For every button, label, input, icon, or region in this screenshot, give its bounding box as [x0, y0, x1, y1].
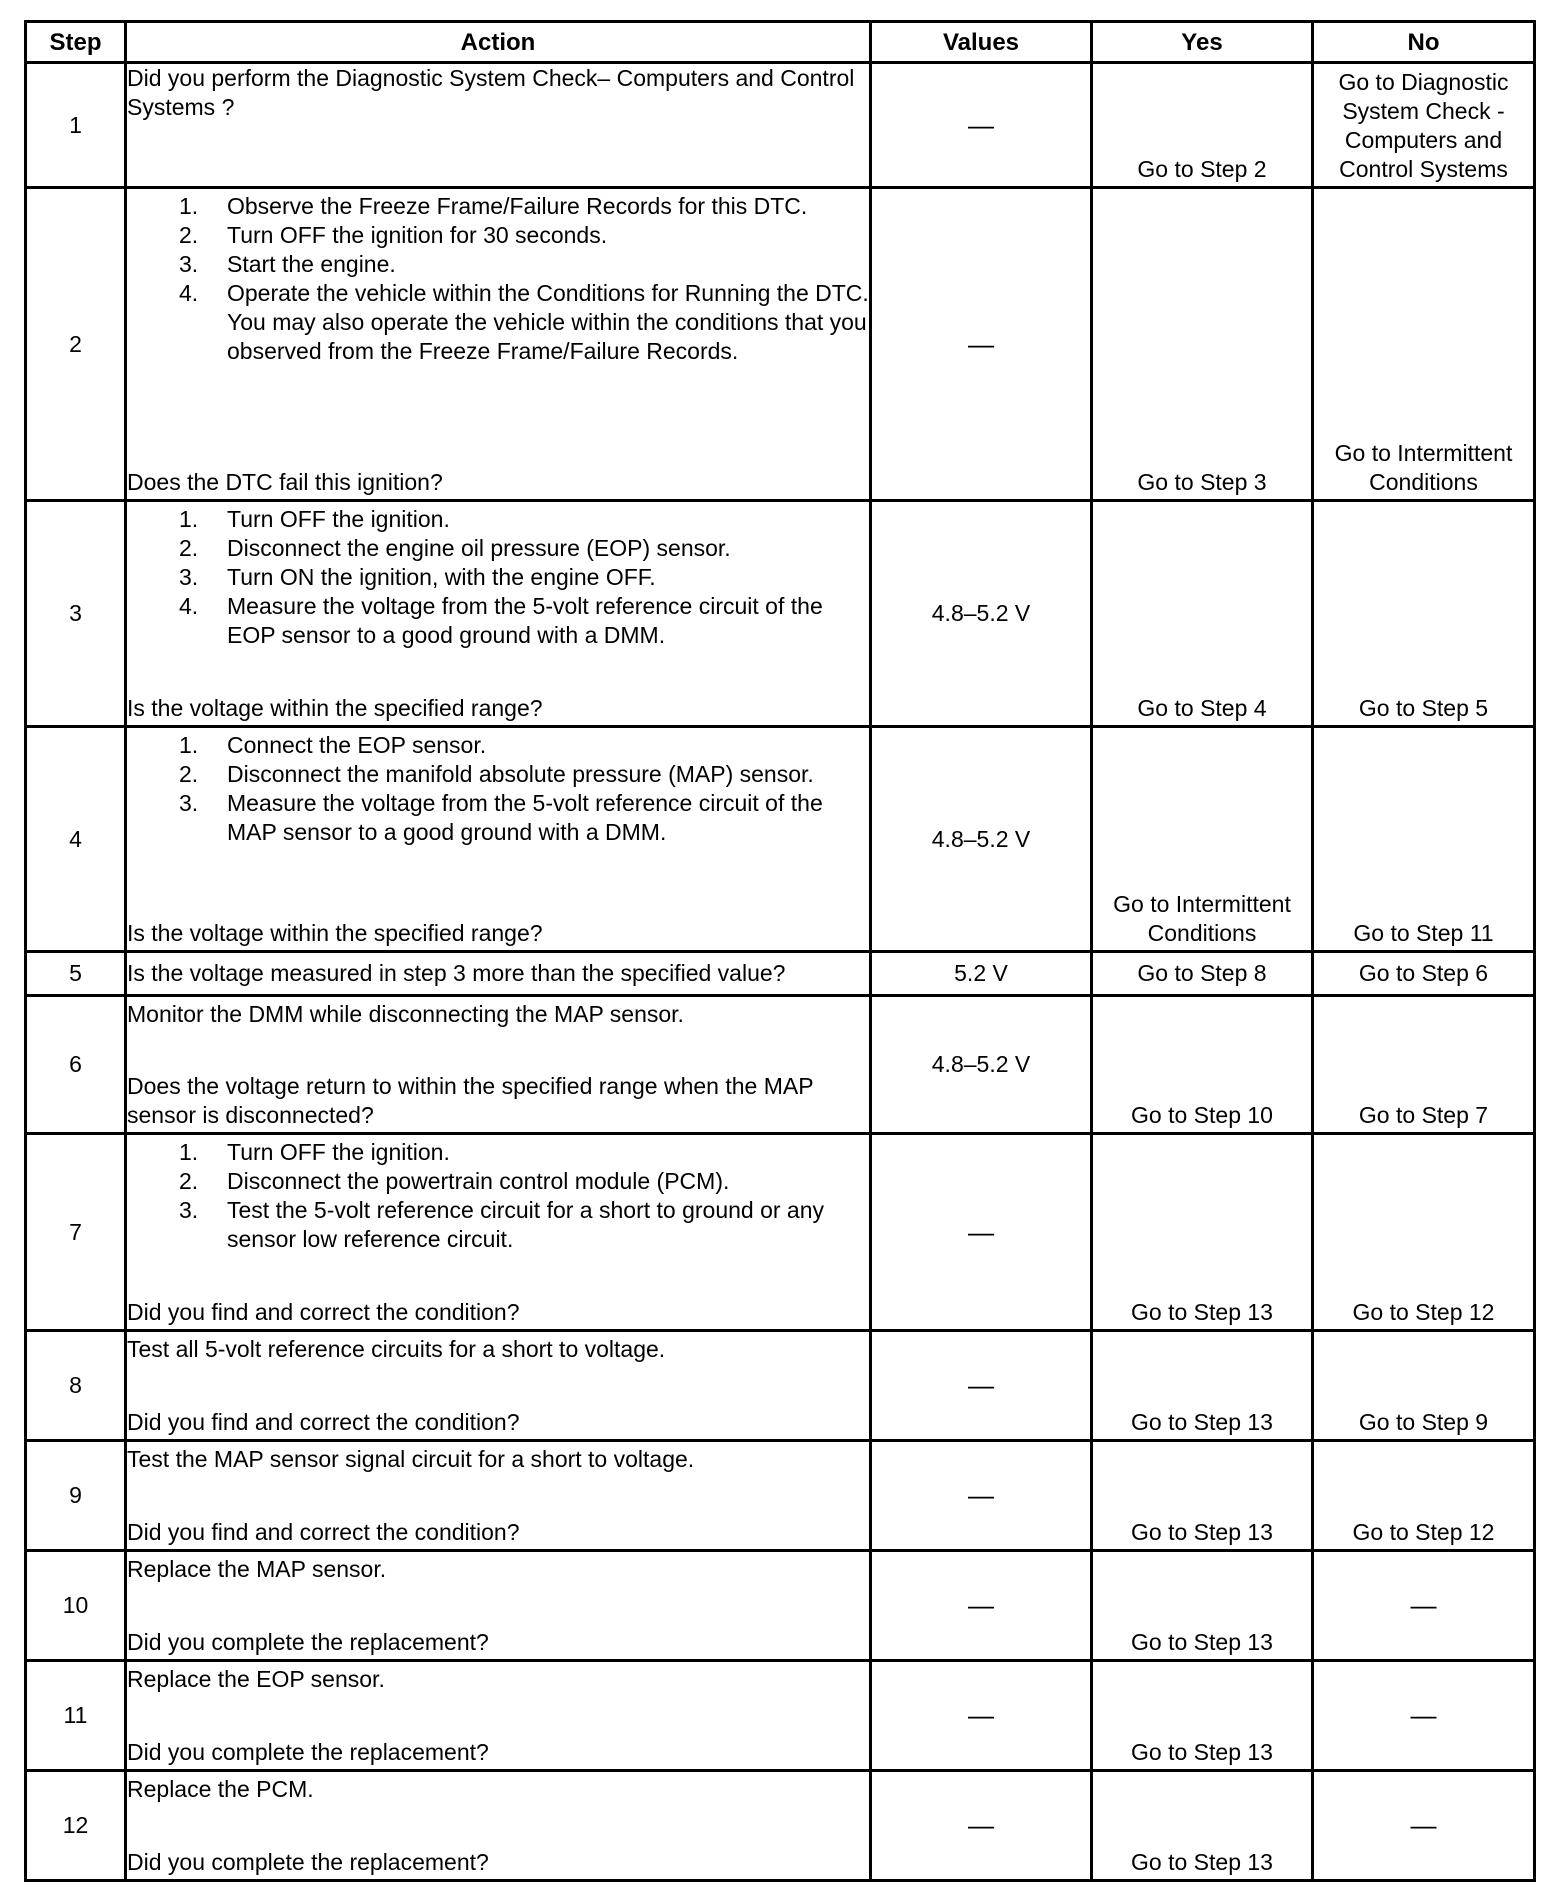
yes-cell: Go to Step 10	[1092, 996, 1313, 1134]
table-row	[26, 1331, 1535, 1441]
table-row	[26, 1134, 1535, 1331]
action-step: 1. Observe the Freeze Frame/Failure Records for this DTC.	[179, 192, 808, 219]
action-cell	[126, 1661, 871, 1771]
table-row	[26, 952, 1535, 996]
action-step: 4. Operate the vehicle within the Conditions for Running the DTC. You may also operate the vehicle within the conditions that you observed from the Freeze Frame/Failure Records.	[179, 279, 869, 364]
action-step: 1. Turn OFF the ignition.	[179, 1138, 450, 1165]
step-number: 10	[26, 1551, 126, 1661]
action-question: Did you find and correct the condition?	[127, 1518, 520, 1545]
action-text: Replace the MAP sensor.	[127, 1555, 387, 1582]
action-step: 3. Start the engine.	[179, 250, 396, 277]
value-cell: 5.2 V	[871, 952, 1092, 996]
table-row	[26, 1661, 1535, 1771]
action-question: Is the voltage within the specified range?	[127, 694, 543, 721]
step-number: 8	[26, 1331, 126, 1441]
table-row	[26, 1551, 1535, 1661]
no-cell: —	[1313, 1551, 1535, 1661]
table-row	[26, 1771, 1535, 1881]
action-steps-list	[127, 505, 869, 650]
table-row	[26, 501, 1535, 727]
action-cell	[126, 1441, 871, 1551]
action-question: Did you complete the replacement?	[127, 1848, 489, 1875]
action-steps-list	[127, 731, 869, 847]
value-cell: —	[871, 63, 1092, 188]
action-cell	[126, 1551, 871, 1661]
header-step: Step	[26, 22, 126, 63]
step-number: 2	[26, 188, 126, 501]
action-step: 2. Disconnect the manifold absolute pressure (MAP) sensor.	[179, 760, 814, 787]
action-text: Replace the PCM.	[127, 1775, 314, 1802]
no-cell: Go to Step 12	[1313, 1134, 1535, 1331]
header-no: No	[1313, 22, 1535, 63]
action-question: Did you find and correct the condition?	[127, 1298, 520, 1325]
value-cell: 4.8–5.2 V	[871, 996, 1092, 1134]
no-cell: Go to Step 5	[1313, 501, 1535, 727]
action-step: 2. Turn OFF the ignition for 30 seconds.	[179, 221, 608, 248]
action-step: 2. Disconnect the powertrain control module (PCM).	[179, 1167, 730, 1194]
action-text: Did you perform the Diagnostic System Check– Computers and Control Systems ?	[127, 65, 855, 120]
yes-cell: Go to Step 13	[1092, 1134, 1313, 1331]
yes-cell: Go to Step 13	[1092, 1441, 1313, 1551]
action-question: Does the DTC fail this ignition?	[127, 468, 443, 495]
action-question: Did you complete the replacement?	[127, 1628, 489, 1655]
table-row	[26, 63, 1535, 188]
no-cell: Go to Step 7	[1313, 996, 1535, 1134]
action-step: 3. Test the 5-volt reference circuit for a short to ground or any sensor low reference circuit.	[179, 1196, 825, 1252]
step-number: 9	[26, 1441, 126, 1551]
action-cell	[126, 188, 871, 501]
table-row	[26, 996, 1535, 1134]
no-cell: —	[1313, 1661, 1535, 1771]
action-step: 1. Turn OFF the ignition.	[179, 505, 450, 532]
step-number: 3	[26, 501, 126, 727]
action-text: Is the voltage measured in step 3 more than the specified value?	[127, 960, 786, 986]
action-step: 1. Connect the EOP sensor.	[179, 731, 487, 758]
value-cell: 4.8–5.2 V	[871, 501, 1092, 727]
value-cell: —	[871, 1441, 1092, 1551]
action-steps-list	[127, 1138, 869, 1254]
value-cell: 4.8–5.2 V	[871, 727, 1092, 952]
action-text: Test the MAP sensor signal circuit for a short to voltage.	[127, 1445, 695, 1472]
no-cell: Go to Step 6	[1313, 952, 1535, 996]
action-step: 3. Turn ON the ignition, with the engine OFF.	[179, 563, 656, 590]
no-cell: Go to Step 12	[1313, 1441, 1535, 1551]
action-cell	[126, 727, 871, 952]
action-question: Did you find and correct the condition?	[127, 1408, 520, 1435]
step-number: 4	[26, 727, 126, 952]
action-text: Monitor the DMM while disconnecting the MAP sensor.	[127, 1000, 684, 1027]
header-row	[26, 22, 1535, 63]
header-values: Values	[871, 22, 1092, 63]
yes-cell: Go to Step 4	[1092, 501, 1313, 727]
value-cell: —	[871, 1134, 1092, 1331]
action-cell	[126, 501, 871, 727]
step-number: 12	[26, 1771, 126, 1881]
header-action: Action	[126, 22, 871, 63]
action-step: 4. Measure the voltage from the 5-volt reference circuit of the EOP sensor to a good ground with a DMM.	[179, 592, 823, 648]
table-row	[26, 1441, 1535, 1551]
value-cell: —	[871, 1331, 1092, 1441]
action-text: Test all 5-volt reference circuits for a short to voltage.	[127, 1335, 666, 1362]
no-cell: —	[1313, 1771, 1535, 1881]
action-cell	[126, 1771, 871, 1881]
step-number: 1	[26, 63, 126, 188]
step-number: 11	[26, 1661, 126, 1771]
yes-cell: Go to Step 13	[1092, 1551, 1313, 1661]
action-cell	[126, 1331, 871, 1441]
action-text: Replace the EOP sensor.	[127, 1665, 385, 1692]
no-cell: Go to Step 9	[1313, 1331, 1535, 1441]
header-yes: Yes	[1092, 22, 1313, 63]
yes-cell: Go to Step 8	[1092, 952, 1313, 996]
action-question: Does the voltage return to within the specified range when the MAP sensor is disconnected?	[127, 1072, 814, 1128]
no-cell: Go to Intermittent Conditions	[1313, 188, 1535, 501]
step-number: 6	[26, 996, 126, 1134]
action-cell	[126, 1134, 871, 1331]
no-cell: Go to Diagnostic System Check - Computers and Control Systems	[1313, 63, 1535, 188]
value-cell: —	[871, 1661, 1092, 1771]
value-cell: —	[871, 1551, 1092, 1661]
no-cell: Go to Step 11	[1313, 727, 1535, 952]
action-cell	[126, 63, 871, 188]
yes-cell: Go to Step 13	[1092, 1331, 1313, 1441]
step-number: 5	[26, 952, 126, 996]
action-cell	[126, 996, 871, 1134]
step-number: 7	[26, 1134, 126, 1331]
yes-cell: Go to Step 3	[1092, 188, 1313, 501]
action-question: Did you complete the replacement?	[127, 1738, 489, 1765]
action-question: Is the voltage within the specified range?	[127, 919, 543, 946]
diagnostic-table	[24, 20, 1536, 1882]
table-row	[26, 727, 1535, 952]
yes-cell: Go to Step 13	[1092, 1661, 1313, 1771]
value-cell: —	[871, 1771, 1092, 1881]
action-cell	[126, 952, 871, 996]
table-row	[26, 188, 1535, 501]
yes-cell: Go to Intermittent Conditions	[1092, 727, 1313, 952]
action-steps-list	[127, 192, 869, 366]
action-step: 2. Disconnect the engine oil pressure (EOP) sensor.	[179, 534, 731, 561]
action-step: 3. Measure the voltage from the 5-volt reference circuit of the MAP sensor to a good ground with a DMM.	[179, 789, 823, 845]
value-cell: —	[871, 188, 1092, 501]
yes-cell: Go to Step 2	[1092, 63, 1313, 188]
yes-cell: Go to Step 13	[1092, 1771, 1313, 1881]
